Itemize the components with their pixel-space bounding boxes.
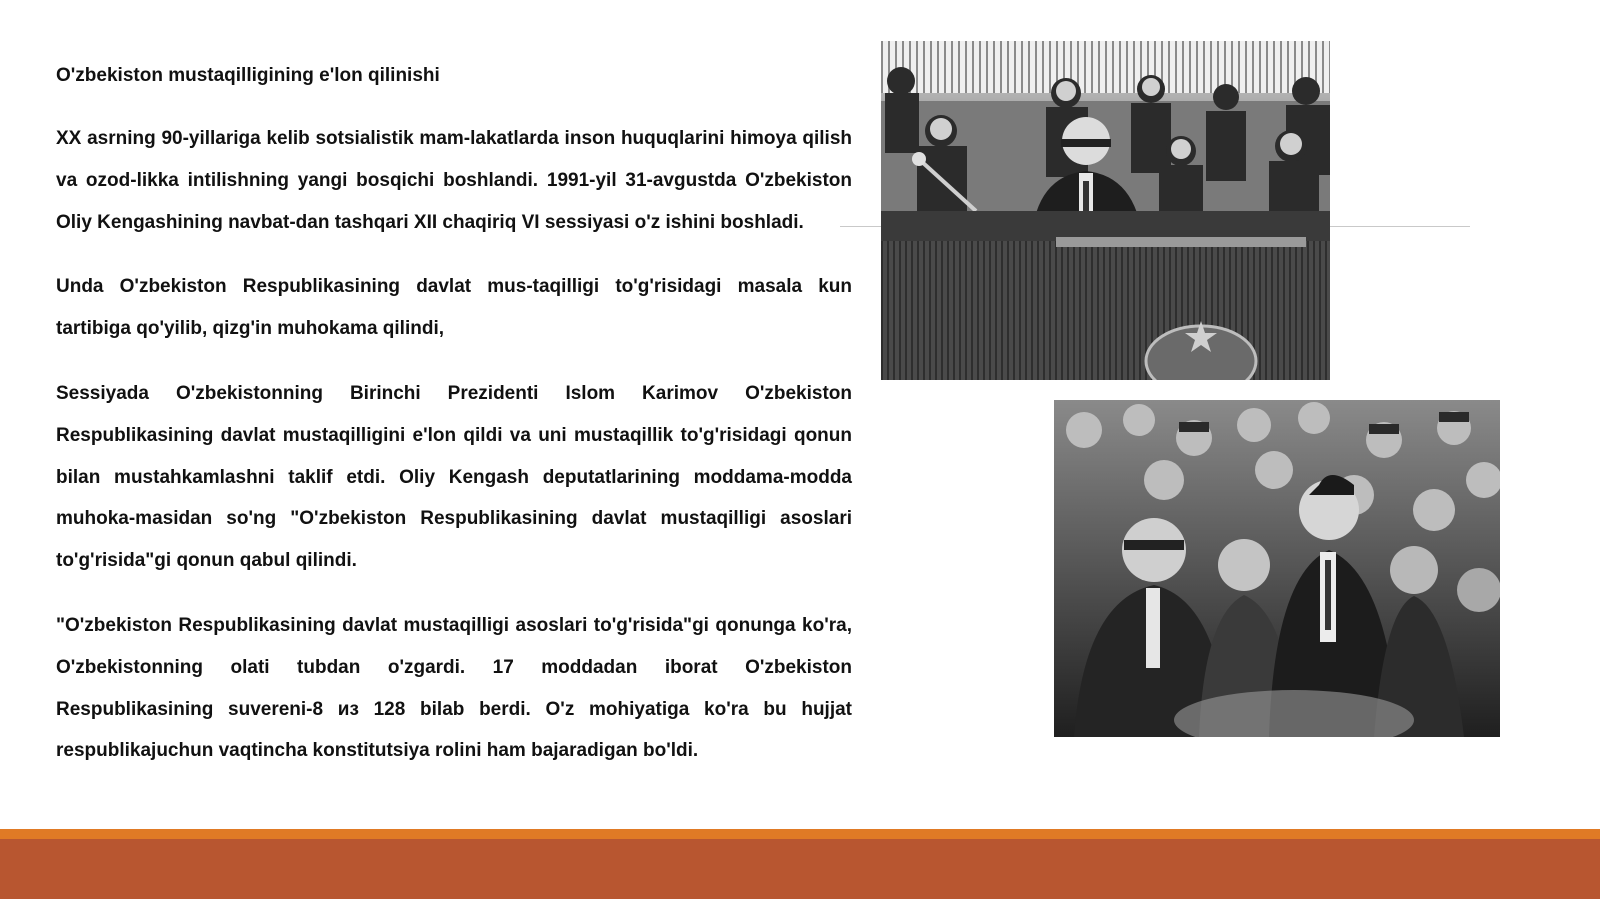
paragraph-2: Unda O'zbekiston Respublikasining davlat mus-taqilligi to'g'risidagi masala kun tartibiga qo'yilib, qizg'in muhokama qilindi, — [56, 276, 852, 340]
slide-title: O'zbekiston mustaqilligining e'lon qilinishi — [56, 65, 440, 86]
paragraph-4: "O'zbekiston Respublikasining davlat mustaqilligi asoslari to'g'risida"gi qonunga ko'ra, O'zbekistonning olati tubdan o'zgardi. 17 moddadan iborat O'zbekiston Respublikasining suvereni-8 из 128 bilab berdi. O'z mohiyatiga ko'ra bu hujjat respublikajuchun vaqtincha konstitutsiya rolini ham bajaradigan bo'ldi. — [56, 614, 852, 762]
text-block — [56, 58, 852, 795]
speaker-photo — [881, 41, 1330, 380]
paragraph-1: XX asrning 90-yillariga kelib sotsialistik mam-lakatlarda inson huquqlarini himoya qilish va ozod-likka intilishning yangi bosqichi boshlandi. 1991-yil 31-avgustda O'zbekiston Oliy Kengashining navbat-dan tashqari XII chaqiriq VI sessiyasi o'z ishini boshladi. — [56, 128, 852, 233]
footer-stripe — [0, 829, 1600, 839]
footer-band — [0, 839, 1600, 899]
paragraph-3: Sessiyada O'zbekistonning Birinchi Prezidenti Islom Karimov O'zbekiston Respublikasining davlat mustaqilligini e'lon qildi va uni mustaqillik to'g'risidagi qonun bilan mustahkamlashni taklif etdi. Oliy Kengash deputatlarining moddama-modda muhoka-masidan so'ng "O'zbekiston Respublikasining davlat mustaqilligi asoslari to'g'risida"gi qonun qabul qilindi. — [56, 382, 852, 572]
crowd-photo — [1054, 400, 1500, 737]
